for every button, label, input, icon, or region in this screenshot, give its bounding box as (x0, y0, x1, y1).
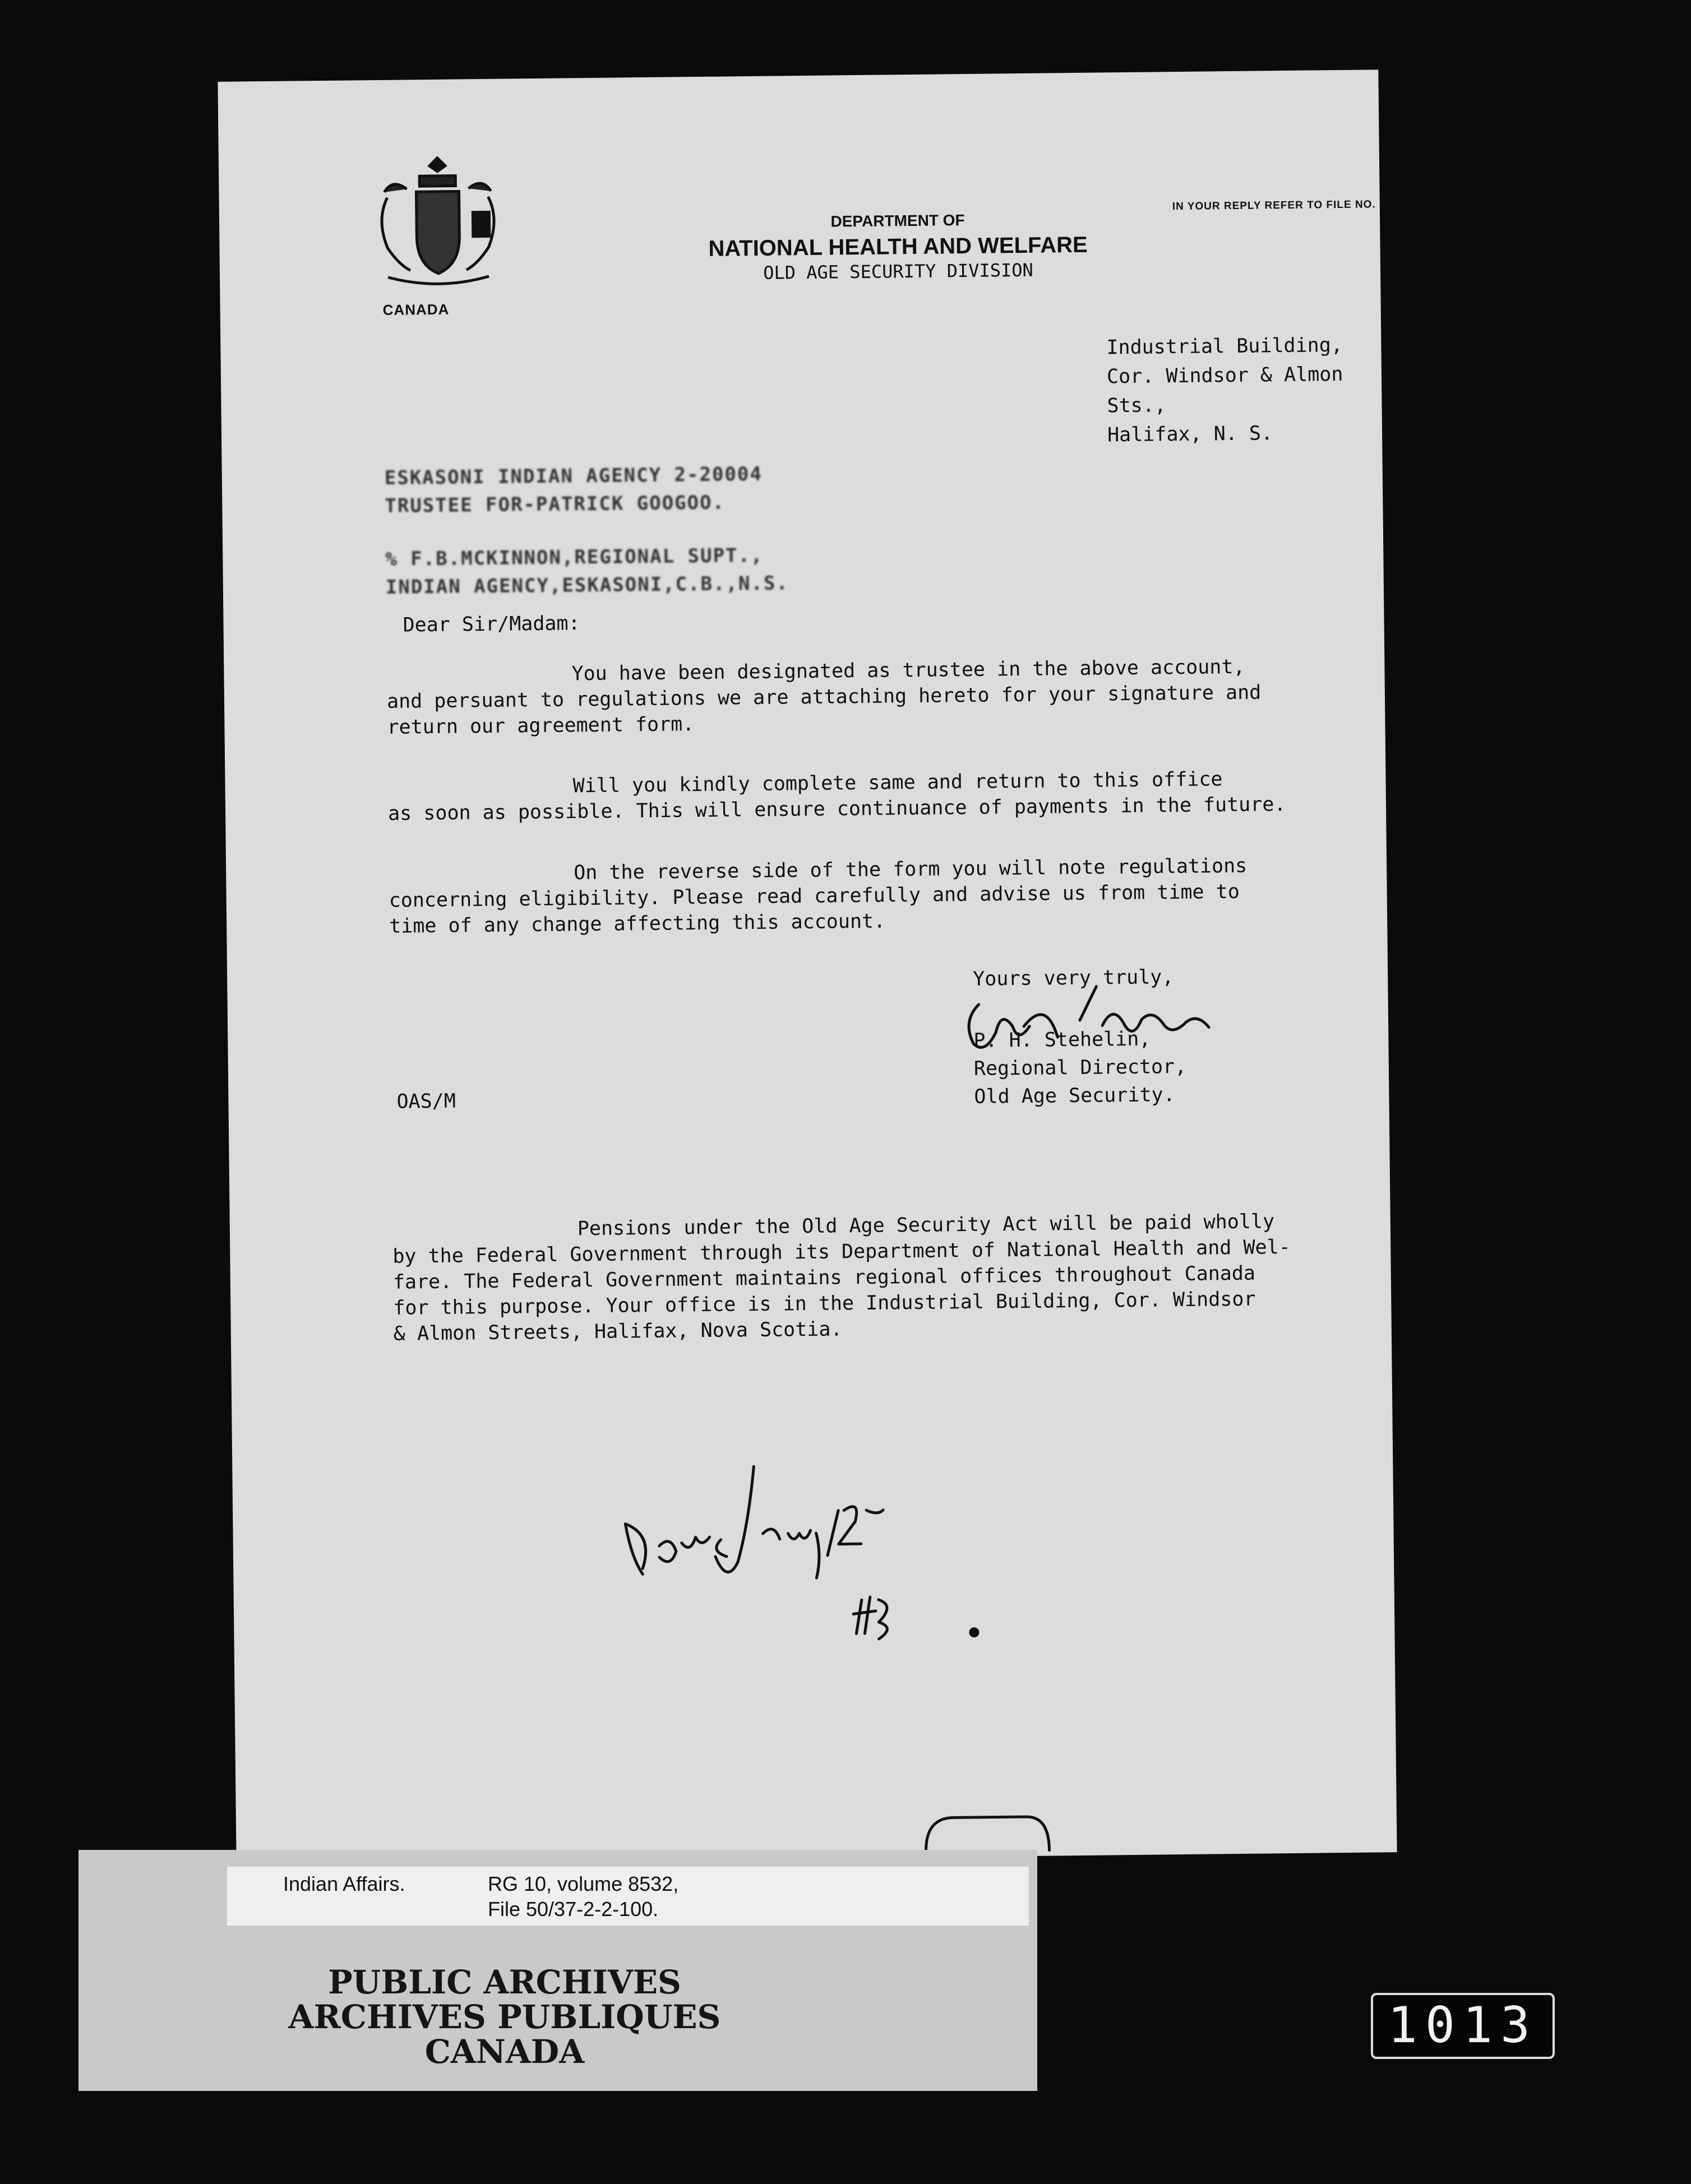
recipient-line-4: INDIAN AGENCY,ESKASONI,C.B.,N.S. (385, 572, 789, 599)
collection-name: Indian Affairs. (283, 1872, 405, 1895)
department-line-1: DEPARTMENT OF (830, 211, 965, 230)
paragraph-2-line: Will you kindly complete same and return to this office (572, 768, 1223, 798)
signer-title-1: Regional Director, (973, 1055, 1187, 1080)
address-line-2: Cor. Windsor & Almon Sts., (1106, 363, 1343, 418)
signer-name: P. H. Stehelin, (973, 1028, 1151, 1052)
signer-title-2: Old Age Security. (974, 1084, 1175, 1108)
signature-block (973, 963, 1187, 1111)
archives-stamp-line-2: ARCHIVES PUBLIQUES (288, 1998, 721, 2036)
address-line-1: Industrial Building, (1106, 334, 1343, 359)
paragraph-2 (387, 765, 1397, 827)
file-reference-label: IN YOUR REPLY REFER TO FILE NO. (1172, 198, 1376, 213)
footer-line: & Almon Streets, Halifax, Nova Scotia. (393, 1318, 843, 1345)
handwritten-done-note (625, 1465, 884, 1580)
record-group: RG 10, volume 8532, (488, 1872, 679, 1895)
footer-line: fare. The Federal Government maintains regional offices throughout Canada (392, 1262, 1256, 1294)
paragraph-1-line: and persuant to regulations we are attaching hereto for your signature and (386, 681, 1262, 713)
archives-stamp (84, 1965, 925, 2069)
letterhead-title (685, 210, 1111, 284)
ink-dot (969, 1627, 979, 1637)
archive-reference-slip (227, 1867, 1029, 1926)
recipient-line-2: TRUSTEE FOR-PATRICK GOOGOO. (385, 491, 726, 517)
file-number: File 50/37-2-2-100. (488, 1898, 659, 1921)
canada-coat-of-arms-icon (364, 151, 512, 293)
paragraph-1 (386, 653, 1396, 741)
sender-address (1106, 330, 1382, 450)
archives-stamp-line-3: CANADA (424, 2033, 585, 2071)
paragraph-1-line: You have been designated as trustee in the above account, (571, 655, 1245, 686)
reference-initials: OAS/M (396, 1090, 456, 1113)
archives-stamp-line-1: PUBLIC ARCHIVES (328, 1963, 681, 2001)
paragraph-3-line: concerning eligibility. Please read carefully and advise us from time to (389, 880, 1240, 912)
recipient-line-1: ESKASONI INDIAN AGENCY 2-20004 (384, 462, 763, 489)
crest-label: CANADA (382, 300, 450, 318)
footer-line: Pensions under the Old Age Security Act will be paid wholly (577, 1210, 1275, 1241)
footer-line: for this purpose. Your office is in the Industrial Building, Cor. Windsor (393, 1288, 1256, 1320)
margin-tab-mark (926, 1817, 1050, 1852)
department-line-3: OLD AGE SECURITY DIVISION (763, 259, 1034, 284)
footer-line: by the Federal Government through its Department of National Health and Wel- (392, 1236, 1291, 1268)
frame-number: 1013 (1371, 1993, 1555, 2059)
paragraph-3-line: time of any change affecting this account. (389, 910, 886, 938)
paragraph-2-line: as soon as possible. This will ensure continuance of payments in the future. (387, 793, 1286, 825)
recipient-line-3: % F.B.MCKINNON,REGIONAL SUPT., (385, 544, 764, 571)
paragraph-3 (389, 852, 1398, 940)
letter-page (218, 70, 1397, 1864)
paragraph-1-line: return our agreement form. (387, 713, 695, 739)
handwritten-initials (853, 1597, 888, 1640)
department-line-2: NATIONAL HEALTH AND WELFARE (708, 232, 1088, 261)
paragraph-3-line: On the reverse side of the form you will note regulations (574, 854, 1248, 885)
salutation: Dear Sir/Madam: (403, 612, 580, 637)
footer-paragraph (392, 1207, 1403, 1347)
address-line-3: Halifax, N. S. (1107, 422, 1273, 447)
closing: Yours very truly, (973, 966, 1174, 991)
